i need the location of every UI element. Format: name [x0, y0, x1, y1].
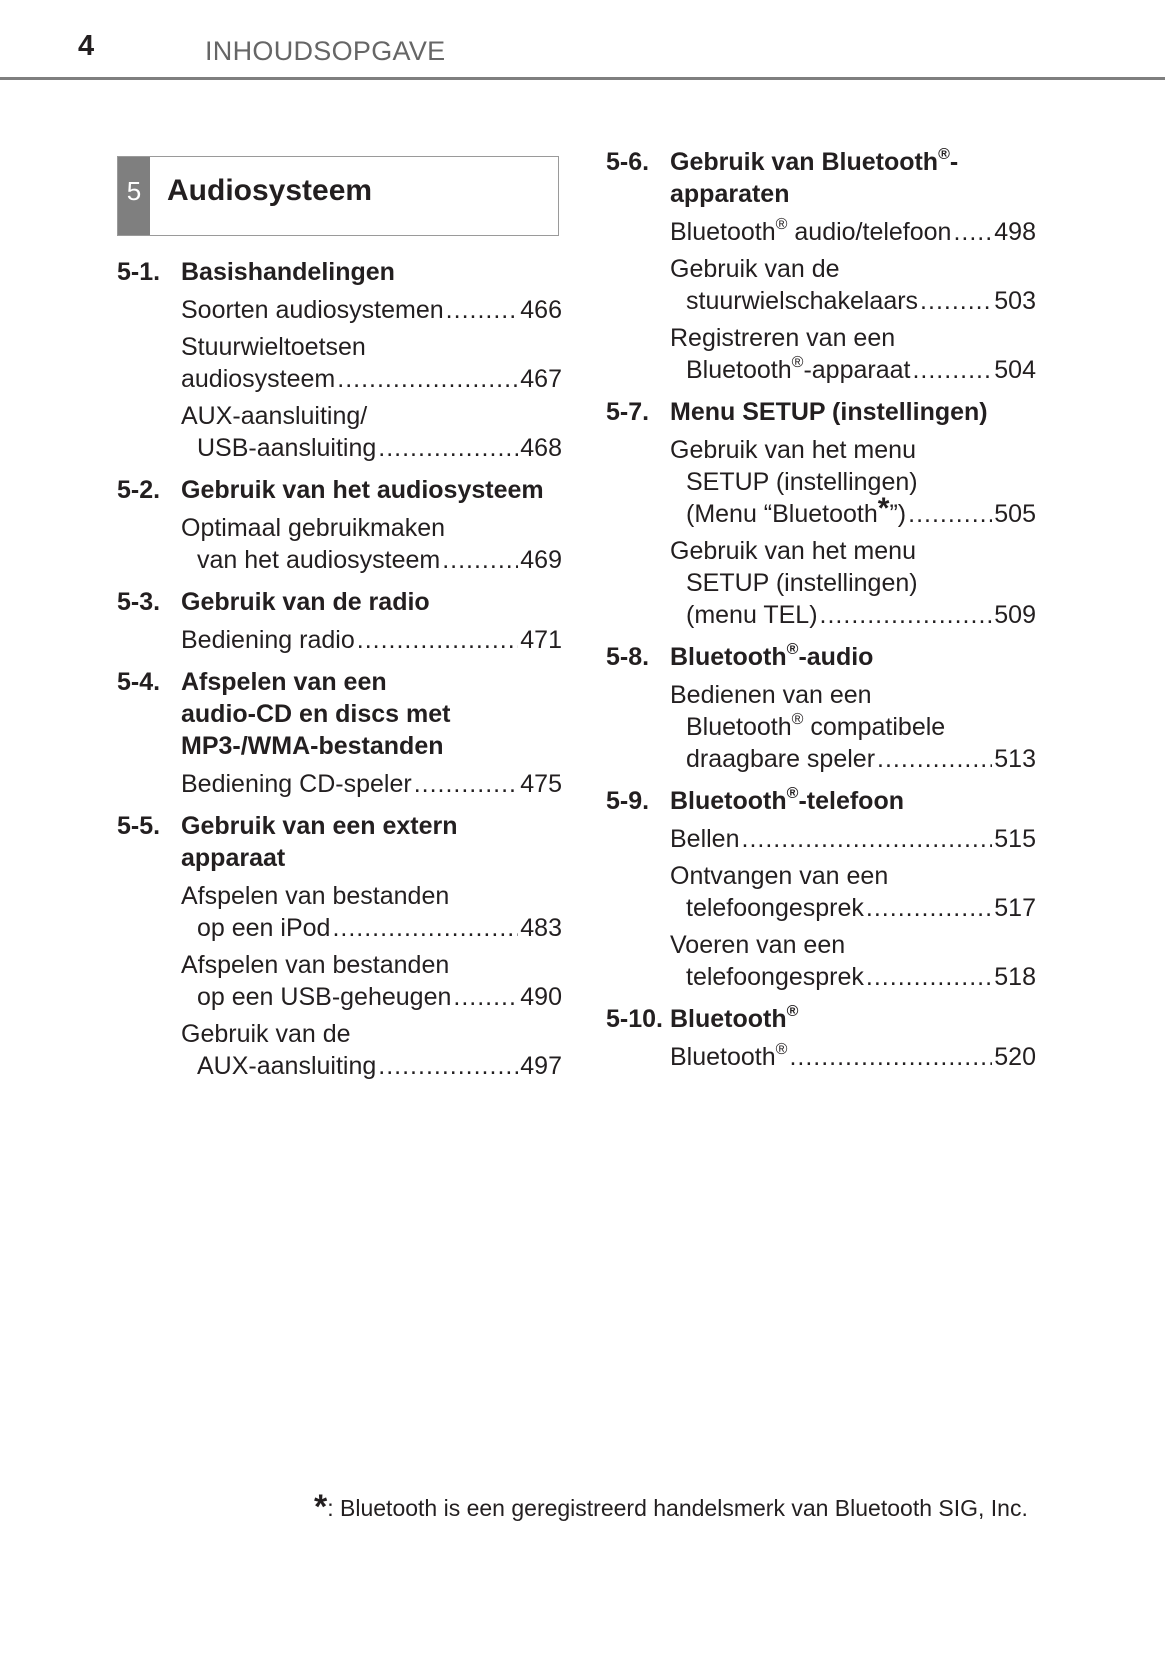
- entry-text: op een iPod: [197, 914, 331, 942]
- toc-entry[interactable]: [670, 679, 1036, 775]
- section-number: 5-9.: [606, 787, 650, 815]
- section-number: 5-6.: [606, 148, 650, 176]
- toc-entry[interactable]: [181, 1018, 562, 1082]
- registered-mark: ®: [786, 785, 799, 802]
- entry-text: Bediening radio: [181, 626, 355, 654]
- entry-page: 483: [520, 914, 562, 942]
- section-title: MP3-/WMA-bestanden: [181, 732, 444, 760]
- registered-mark: ®: [786, 641, 799, 658]
- toc-section-5-10: [606, 1003, 1036, 1073]
- entry-text: AUX-aansluiting/: [181, 402, 368, 430]
- section-heading[interactable]: [606, 641, 1036, 673]
- toc-entry[interactable]: [670, 216, 1036, 248]
- entry-text: op een USB-geheugen: [197, 983, 452, 1011]
- running-title: INHOUDSOPGAVE: [205, 36, 446, 66]
- toc-entry[interactable]: [670, 823, 1036, 855]
- entry-text: Afspelen van bestanden: [181, 882, 450, 910]
- registered-mark: ®: [938, 146, 950, 163]
- leader-dots: [357, 624, 519, 656]
- entry-text: Bedienen van een: [670, 681, 872, 709]
- toc-right-column: [606, 146, 1036, 1083]
- toc-entry[interactable]: [670, 860, 1036, 924]
- section-title: Menu SETUP (instellingen): [670, 398, 988, 426]
- entry-page: 490: [520, 983, 562, 1011]
- leader-dots: [908, 498, 992, 530]
- entry-page: 471: [520, 626, 562, 654]
- toc-entry[interactable]: [181, 768, 562, 800]
- section-title: Bluetooth: [670, 643, 787, 671]
- section-heading[interactable]: [606, 1003, 1036, 1035]
- section-title: apparaat: [181, 844, 286, 872]
- entry-text: Bellen: [670, 825, 740, 853]
- entry-text: Gebruik van de: [181, 1020, 351, 1048]
- entry-text: ”): [889, 500, 907, 528]
- toc-entry[interactable]: [670, 535, 1036, 631]
- section-heading[interactable]: [117, 586, 562, 618]
- entry-text: SETUP (instellingen): [686, 468, 918, 496]
- entry-text: van het audiosysteem: [197, 546, 441, 574]
- section-number: 5-5.: [117, 812, 161, 840]
- entry-text: Bluetooth: [670, 1043, 776, 1071]
- entry-page: 518: [994, 963, 1036, 991]
- section-title: Gebruik van Bluetooth: [670, 148, 939, 176]
- leader-dots: [378, 1050, 518, 1082]
- entry-text: Bluetooth: [686, 356, 792, 384]
- page-number: 4: [78, 30, 95, 62]
- entry-page: 505: [994, 500, 1036, 528]
- entry-text: Stuurwieltoetsen: [181, 333, 366, 361]
- section-number: 5-8.: [606, 643, 650, 671]
- toc-entry[interactable]: [670, 322, 1036, 386]
- section-title: Bluetooth: [670, 787, 787, 815]
- toc-entry[interactable]: [181, 880, 562, 944]
- entry-text: -apparaat: [803, 356, 911, 384]
- section-heading[interactable]: [117, 474, 562, 506]
- entry-text: Registreren van een: [670, 324, 896, 352]
- section-title: Gebruik van de radio: [181, 588, 430, 616]
- entry-text: audio/telefoon: [787, 218, 952, 246]
- entry-page: 475: [520, 770, 562, 798]
- registered-mark: ®: [791, 711, 804, 728]
- section-title: -telefoon: [798, 787, 904, 815]
- entry-text: audiosysteem: [181, 365, 336, 393]
- toc-section-5-8: [606, 641, 1036, 775]
- section-heading[interactable]: [606, 396, 1036, 428]
- toc-section-5-3: [117, 586, 562, 656]
- footnote: [314, 1488, 1028, 1526]
- toc-section-5-7: [606, 396, 1036, 631]
- footnote-text: : Bluetooth is een geregistreerd handelsmerk van Bluetooth SIG, Inc.: [327, 1495, 1028, 1521]
- entry-page: 468: [520, 434, 562, 462]
- toc-entry[interactable]: [181, 400, 562, 464]
- entry-page: 504: [994, 356, 1036, 384]
- leader-dots: [912, 354, 992, 386]
- toc-section-5-1: [117, 256, 562, 464]
- toc-section-5-9: [606, 785, 1036, 993]
- section-title: audio-CD en discs met: [181, 700, 451, 728]
- section-heading[interactable]: [117, 666, 562, 762]
- leader-dots: [866, 892, 992, 924]
- leader-dots: [337, 363, 518, 395]
- entry-page: 467: [520, 365, 562, 393]
- leader-dots: [446, 294, 519, 326]
- toc-entry[interactable]: [670, 434, 1036, 530]
- chapter-number-tab: 5: [118, 157, 150, 235]
- entry-page: 497: [520, 1052, 562, 1080]
- entry-text: Afspelen van bestanden: [181, 951, 450, 979]
- section-number: 5-7.: [606, 398, 650, 426]
- entry-text: SETUP (instellingen): [686, 569, 918, 597]
- entry-page: 466: [520, 296, 562, 324]
- leader-dots: [332, 912, 518, 944]
- entry-page: 503: [994, 287, 1036, 315]
- leader-dots: [378, 432, 518, 464]
- entry-text: Bediening CD-speler: [181, 770, 412, 798]
- section-title: Afspelen van een: [181, 668, 387, 696]
- entry-page: 520: [994, 1043, 1036, 1071]
- section-number: 5-1.: [117, 258, 161, 286]
- entry-text: telefoongesprek: [686, 963, 864, 991]
- entry-text: (menu TEL): [686, 601, 818, 629]
- toc-entry[interactable]: [670, 929, 1036, 993]
- footnote-star: *: [314, 1488, 328, 1526]
- entry-text: compatibele: [803, 713, 946, 741]
- toc-entry[interactable]: [181, 331, 562, 395]
- section-number: 5-10.: [606, 1005, 663, 1033]
- chapter-title: Audiosysteem: [167, 174, 373, 207]
- entry-text: telefoongesprek: [686, 894, 864, 922]
- entry-page: 515: [994, 825, 1036, 853]
- leader-dots: [820, 599, 993, 631]
- registered-mark: ®: [786, 1003, 799, 1020]
- entry-page: 513: [994, 745, 1036, 773]
- section-heading[interactable]: [117, 810, 562, 874]
- entry-text: Gebruik van het menu: [670, 436, 916, 464]
- chapter-heading-box: [117, 156, 559, 236]
- entry-page: 509: [994, 601, 1036, 629]
- section-title: Basishandelingen: [181, 258, 395, 286]
- leader-dots: [442, 544, 518, 576]
- toc-section-5-2: [117, 474, 562, 576]
- section-title: apparaten: [670, 180, 790, 208]
- header-rule: [0, 77, 1165, 80]
- leader-dots: [866, 961, 992, 993]
- section-number: 5-2.: [117, 476, 161, 504]
- entry-text: Optimaal gebruikmaken: [181, 514, 446, 542]
- section-title: Gebruik van het audiosysteem: [181, 476, 544, 504]
- section-heading[interactable]: [606, 146, 1036, 210]
- toc-section-5-5: [117, 810, 562, 1082]
- footnote-star: *: [877, 492, 890, 525]
- section-number: 5-3.: [117, 588, 161, 616]
- entry-text: Gebruik van de: [670, 255, 840, 283]
- section-title: Gebruik van een extern: [181, 812, 458, 840]
- entry-text: Gebruik van het menu: [670, 537, 916, 565]
- toc-entry[interactable]: [670, 253, 1036, 317]
- section-title: Bluetooth: [670, 1005, 787, 1033]
- leader-dots: [742, 823, 993, 855]
- section-number: 5-4.: [117, 668, 161, 696]
- registered-mark: ®: [775, 1041, 788, 1058]
- registered-mark: ®: [791, 354, 804, 371]
- leader-dots: [414, 768, 519, 800]
- entry-text: Bluetooth: [686, 713, 792, 741]
- entry-text: Soorten audiosystemen: [181, 296, 444, 324]
- section-title: -: [949, 148, 959, 176]
- section-heading[interactable]: [606, 785, 1036, 817]
- toc-entry[interactable]: [670, 1041, 1036, 1073]
- entry-text: Ontvangen van een: [670, 862, 889, 890]
- entry-text: draagbare speler: [686, 745, 876, 773]
- toc-section-5-4: [117, 666, 562, 800]
- section-title: -audio: [798, 643, 874, 671]
- entry-text: AUX-aansluiting: [197, 1052, 377, 1080]
- entry-text: USB-aansluiting: [197, 434, 377, 462]
- leader-dots: [789, 1041, 992, 1073]
- entry-page: 517: [994, 894, 1036, 922]
- entry-text: stuurwielschakelaars: [686, 287, 919, 315]
- section-heading[interactable]: [117, 256, 562, 288]
- entry-text: Bluetooth: [670, 218, 776, 246]
- registered-mark: ®: [775, 216, 788, 233]
- leader-dots: [877, 743, 992, 775]
- toc-entry[interactable]: [181, 949, 562, 1013]
- entry-page: 469: [520, 546, 562, 574]
- toc-left-column: [117, 256, 562, 1092]
- leader-dots: [953, 216, 992, 248]
- entry-text: Voeren van een: [670, 931, 846, 959]
- toc-entry[interactable]: [181, 624, 562, 656]
- entry-page: 498: [994, 218, 1036, 246]
- toc-section-5-6: [606, 146, 1036, 386]
- leader-dots: [920, 285, 992, 317]
- toc-entry[interactable]: [181, 512, 562, 576]
- entry-text: (Menu “Bluetooth: [686, 500, 878, 528]
- leader-dots: [453, 981, 518, 1013]
- toc-entry[interactable]: [181, 294, 562, 326]
